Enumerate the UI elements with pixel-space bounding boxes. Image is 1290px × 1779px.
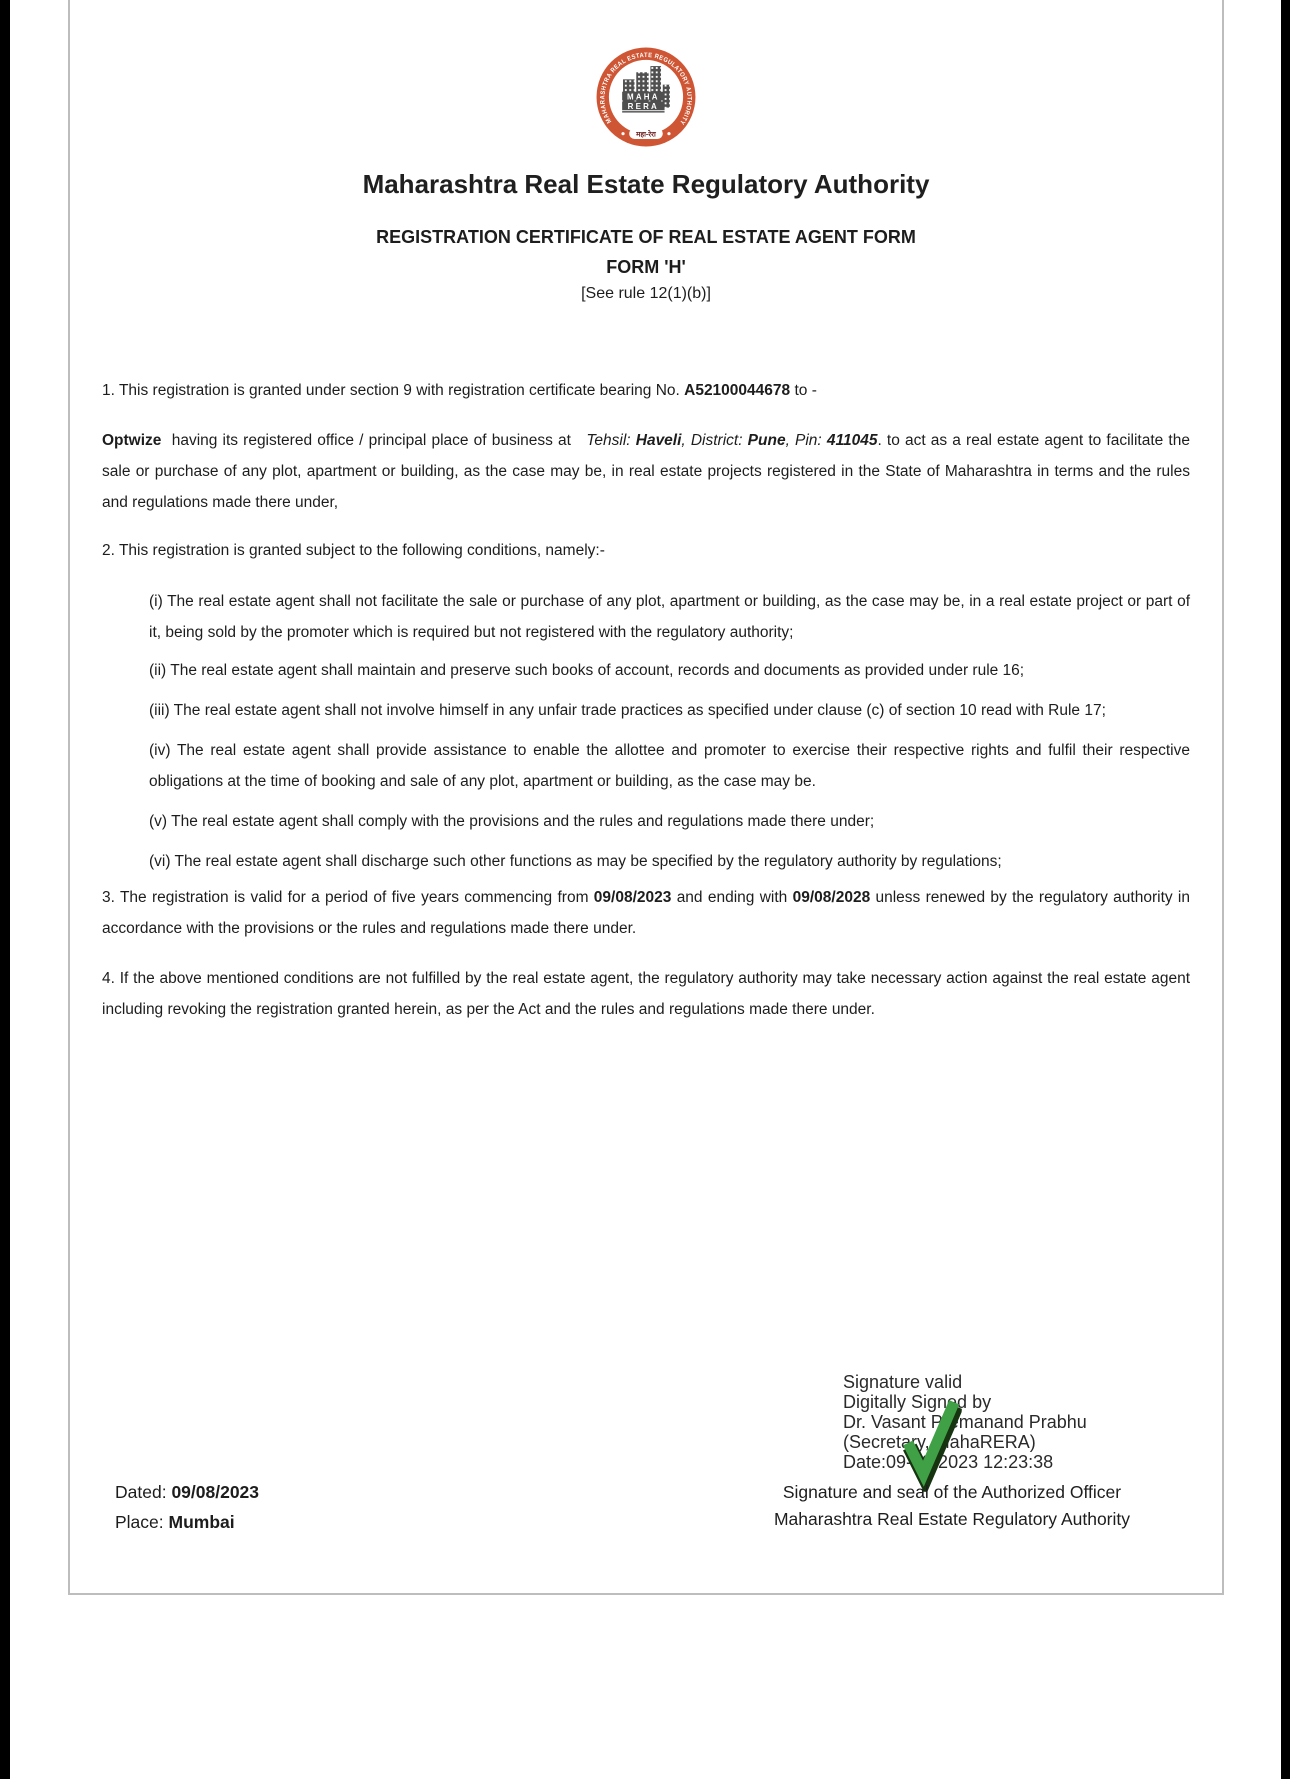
condition-v: (v) The real estate agent shall comply with the provisions and the rules and regulations made there under; (149, 813, 875, 830)
agent-office-text: having its registered office / principal place of business at (161, 432, 587, 449)
clause-1-text: 1. This registration is granted under section 9 with registration certificate bearing No. (102, 382, 685, 399)
dated-place-block (115, 1478, 259, 1537)
logo-dot-right (667, 132, 670, 135)
screen-edge-right (1281, 0, 1290, 1779)
certificate-content (70, 0, 1222, 1025)
certificate-subtitle: REGISTRATION CERTIFICATE OF REAL ESTATE AGENT FORM (376, 227, 916, 247)
signature-status: Signature valid (843, 1372, 963, 1392)
pin-value: 411045 (826, 432, 878, 449)
condition-vi: (vi) The real estate agent shall discharge such other functions as may be specified by the regulatory authority by regulations; (149, 853, 1002, 870)
clause-2-heading: 2. This registration is granted subject to the following conditions, namely:- (102, 542, 605, 559)
signature-caption-line2: Maharashtra Real Estate Regulatory Authority (773, 1509, 1130, 1529)
signature-date: Date:09-08-2023 12:23:38 (843, 1452, 1054, 1472)
screen-edge-left (0, 0, 10, 1779)
place-label: Place: (115, 1511, 169, 1532)
place-value: Mumbai (168, 1511, 235, 1532)
logo-hindi-text: महा-रेरा (636, 131, 656, 139)
clause-1-suffix: to - (790, 382, 817, 399)
clause-3-suffix: unless renewed by the regulatory authority in accordance with the provisions or the rules and regulations made there under. (102, 889, 1191, 937)
signer-designation: (Secretary, MahaRERA) (843, 1432, 1036, 1452)
condition-iv: (iv) The real estate agent shall provide assistance to enable the allottee and promoter to exercise their respective rights and fulfil their respective obligations at the time of booking and sale of any plot, apartment or building, as the case may be. (149, 742, 1190, 790)
agent-name: Optwize (102, 432, 162, 449)
dated-label: Dated: (115, 1482, 172, 1502)
digital-signature-block (843, 1372, 1087, 1472)
maharera-seal-icon (593, 44, 699, 150)
district-value: Pune (747, 432, 786, 449)
signature-captions (730, 1479, 1174, 1533)
logo-ring-textpath: MAHARASHTRA REAL ESTATE REGULATORY AUTHORITY (599, 52, 693, 127)
place-line (115, 1508, 259, 1538)
condition-iii: (iii) The real estate agent shall not involve himself in any unfair trade practices as specified under clause (c) of section 10 read with Rule 17; (149, 702, 1106, 719)
tehsil-value: Haveli (635, 432, 682, 449)
agent-clause-tail: . to act as a real estate agent to facilitate the sale or purchase of any plot, apartment or building, as the case may be, in real estate projects registered in the State of Maharashtra in terms and the rules and regulations made there under, (102, 432, 1190, 511)
logo-dot-left (621, 132, 624, 135)
clause-3 (102, 882, 1190, 944)
page-title: Maharashtra Real Estate Regulatory Authority (362, 169, 930, 199)
clause-3-text: 3. The registration is valid for a period of five years commencing from (102, 889, 594, 906)
signature-signed-by: Digitally Signed by (843, 1392, 992, 1412)
form-label: FORM 'H' (606, 257, 686, 277)
clause-4: 4. If the above mentioned conditions are not fulfilled by the real estate agent, the regulatory authority may take necessary action against the real estate agent including revoking the registration granted herein, as per the Act and the rules and regulations made there under. (102, 970, 1190, 1018)
logo-rera-text: RERA (627, 102, 660, 112)
agent-clause (102, 425, 1190, 518)
clause-3-mid: and ending with (671, 889, 793, 906)
signature-caption-line1: Signature and seal of the Authorized Officer (782, 1482, 1122, 1502)
dated-line (115, 1478, 259, 1508)
district-label: , District: (681, 432, 748, 449)
rule-reference: [See rule 12(1)(b)] (581, 285, 711, 302)
condition-ii: (ii) The real estate agent shall maintain and preserve such books of account, records and documents as provided under rule 16; (149, 662, 1025, 679)
logo-maha-text: MAHA (627, 92, 660, 102)
certificate-page (68, 0, 1224, 1595)
tehsil-label: Tehsil: (586, 432, 636, 449)
clause-1 (102, 375, 1190, 406)
certificate-number: A52100044678 (684, 382, 791, 399)
maharera-logo (593, 44, 699, 150)
validity-start-date: 09/08/2023 (593, 889, 672, 906)
signer-name: Dr. Vasant Premanand Prabhu (843, 1412, 1087, 1432)
condition-i: (i) The real estate agent shall not facilitate the sale or purchase of any plot, apartment or building, as the case may be, in a real estate project or part of it, being sold by the promoter which is required but not registered with the regulatory authority; (149, 593, 1190, 641)
dated-value: 09/08/2023 (171, 1482, 260, 1502)
validity-end-date: 09/08/2028 (792, 889, 871, 906)
pin-label: , Pin: (785, 432, 827, 449)
